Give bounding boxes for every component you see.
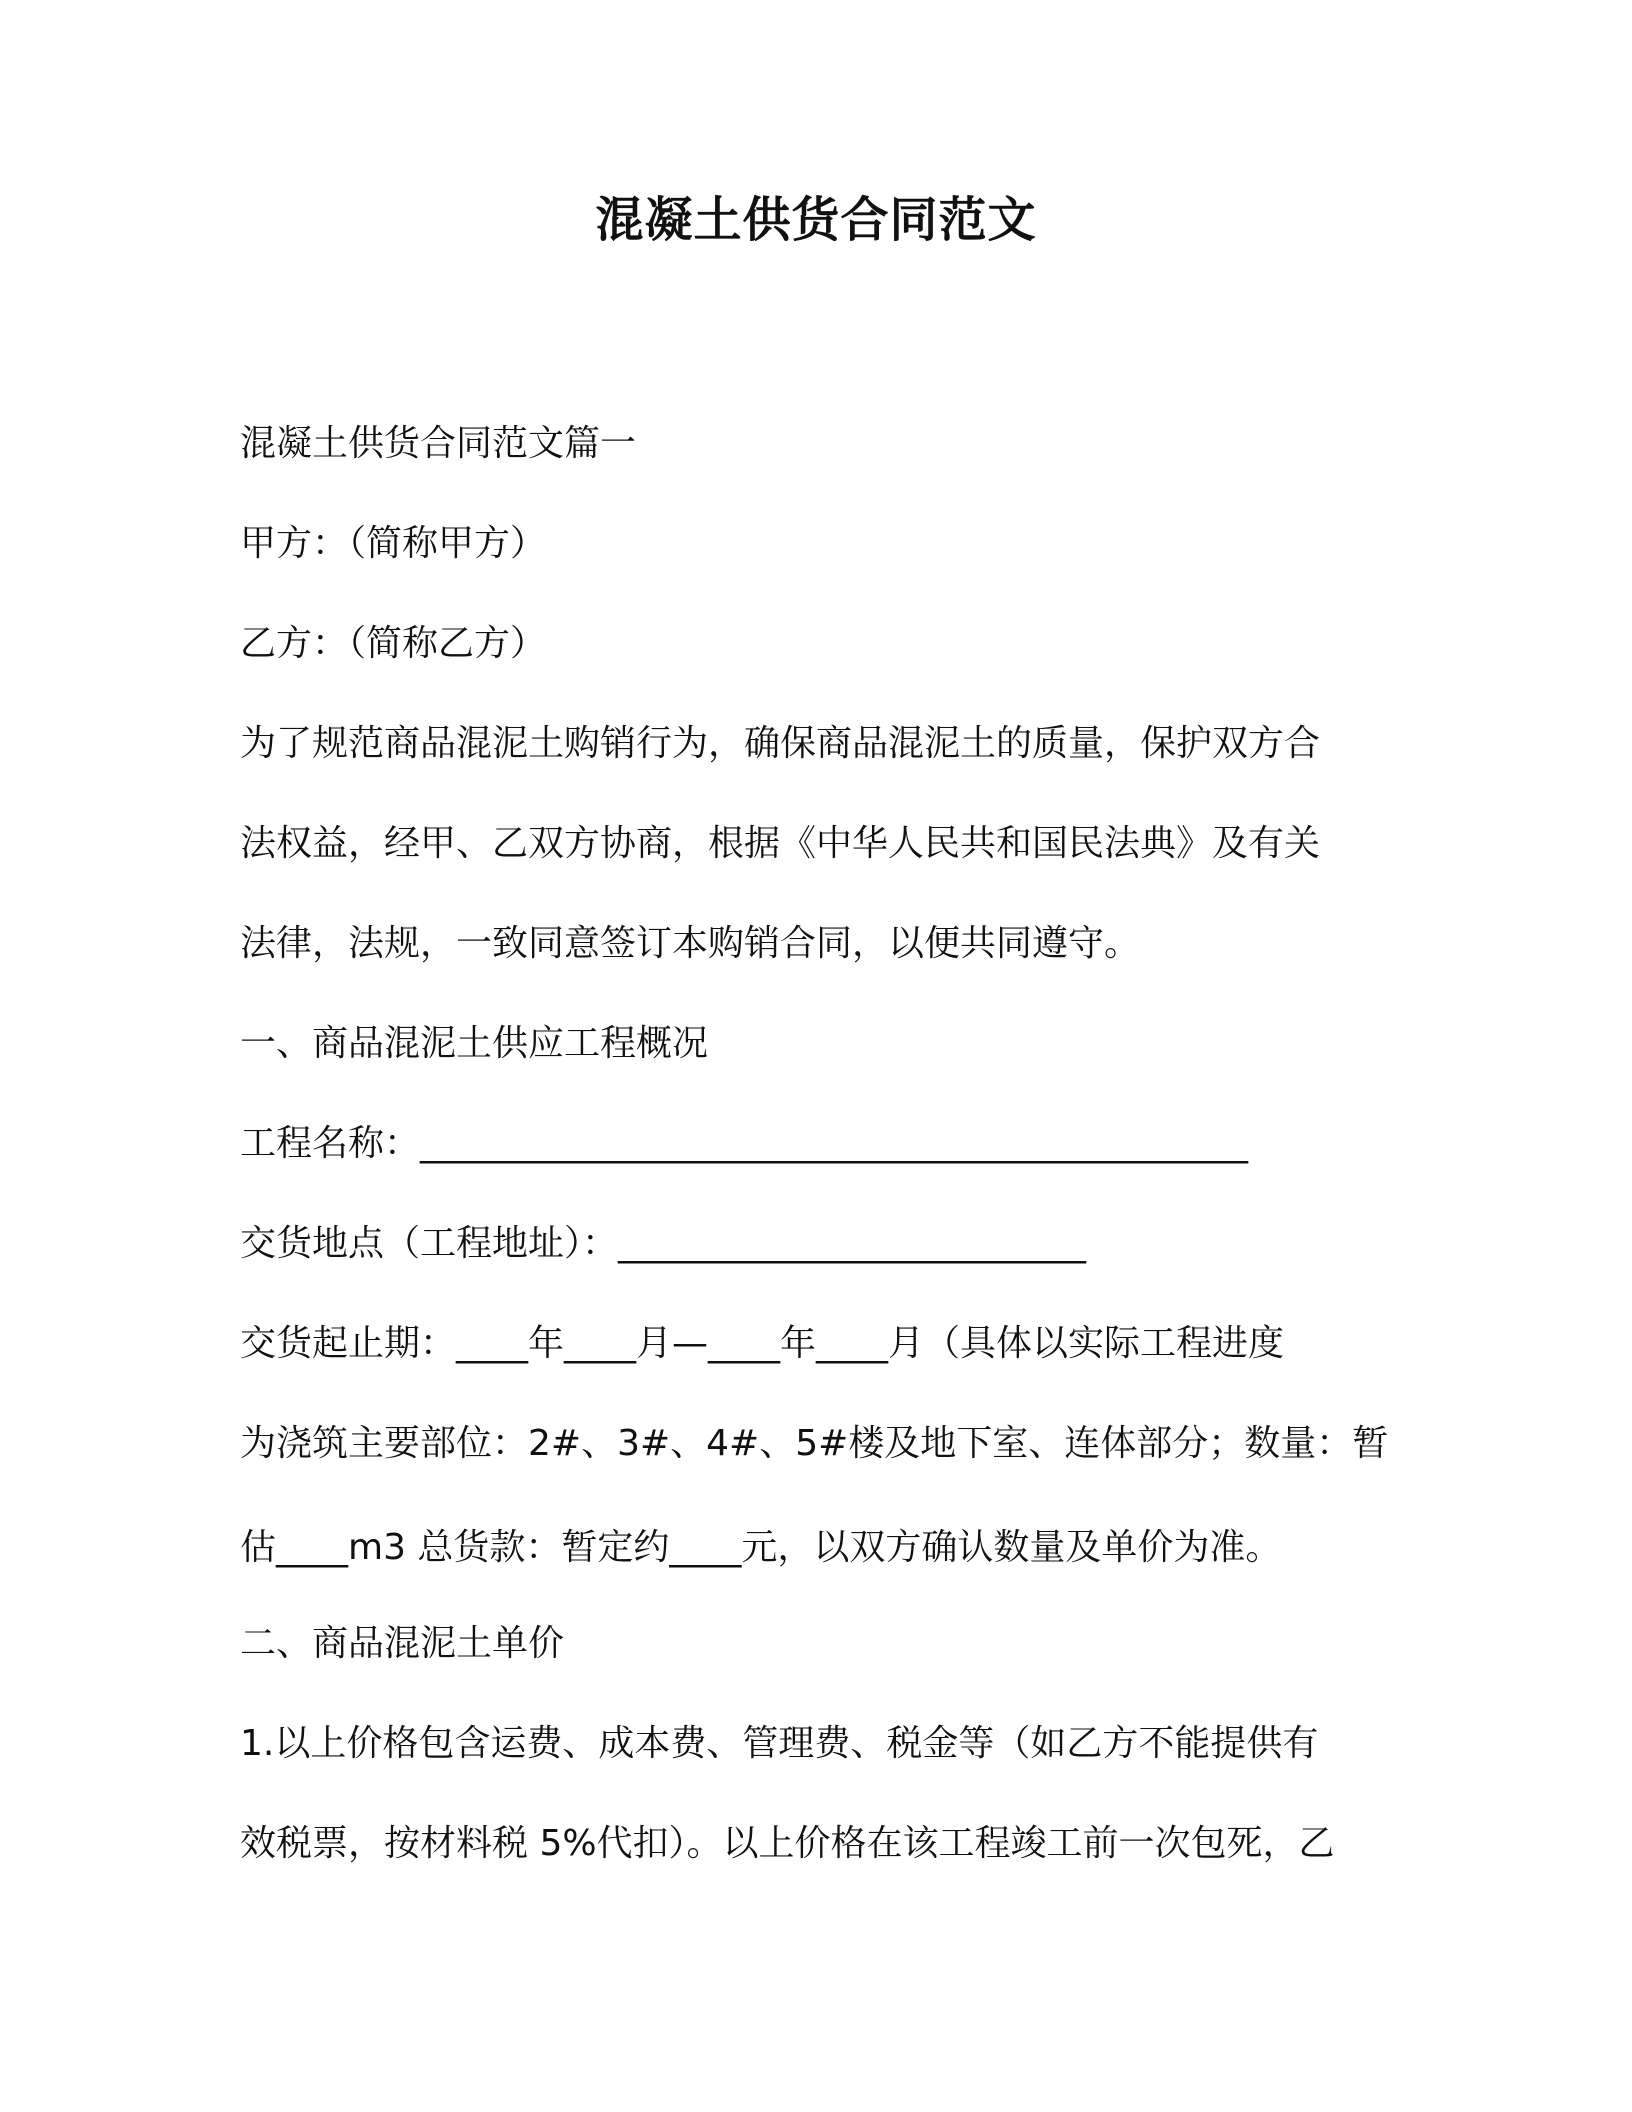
document-title: 混凝土供货合同范文 bbox=[595, 192, 1037, 248]
delivery-location-line: 交货地点（工程地址）：__________________________ bbox=[240, 1223, 1087, 1264]
paragraph-line: 效税票，按材料税 5%代扣）。以上价格在该工程竣工前一次包死，乙 bbox=[240, 1823, 1335, 1864]
party-b-line: 乙方：（简称乙方） bbox=[240, 623, 547, 664]
party-a-line: 甲方：（简称甲方） bbox=[240, 523, 547, 564]
clause-heading: 二、商品混泥土单价 bbox=[240, 1623, 565, 1664]
paragraph-line: 法律，法规，一致同意签订本购销合同，以便共同遵守。 bbox=[240, 923, 1141, 964]
paragraph-line: 交货起止期：____年____月—____年____月（具体以实际工程进度 bbox=[240, 1323, 1285, 1364]
paragraph-line: 估____m3 总货款：暂定约____元，以双方确认数量及单价为准。 bbox=[240, 1527, 1282, 1568]
paragraph-line: 为了规范商品混泥土购销行为，确保商品混泥土的质量，保护双方合 bbox=[240, 723, 1321, 764]
paragraph-line: 法权益，经甲、乙双方协商，根据《中华人民共和国民法典》及有关 bbox=[240, 823, 1321, 864]
clause-heading: 一、商品混泥土供应工程概况 bbox=[240, 1023, 709, 1064]
section-heading: 混凝土供货合同范文篇一 bbox=[240, 423, 637, 464]
paragraph-line: 1.以上价格包含运费、成本费、管理费、税金等（如乙方不能提供有 bbox=[240, 1723, 1319, 1764]
paragraph-line: 为浇筑主要部位：2#、3#、4#、5#楼及地下室、连体部分；数量：暂 bbox=[240, 1423, 1389, 1464]
project-name-line: 工程名称：______________________________________________ bbox=[240, 1123, 1249, 1164]
